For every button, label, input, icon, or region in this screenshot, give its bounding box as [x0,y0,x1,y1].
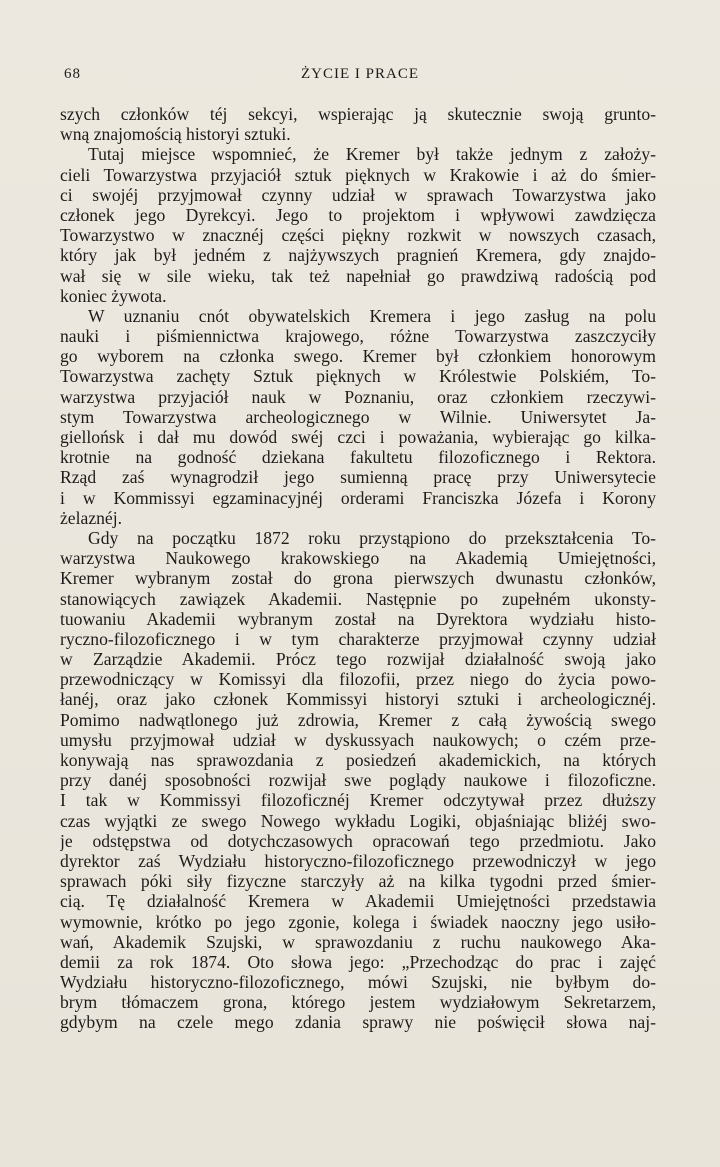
text-line: stanowiących zawiązek Akademii. Następnie po zupełném ukonsty- [60,588,656,609]
text-line: krotnie na godność dziekana fakultetu filozoficznego i Rektora. [60,447,656,468]
text-line: wał się w sile wieku, tak też napełniał go prawdziwą radością pod [60,265,656,286]
text-line: konywają nas sprawozdania z posiedzeń akademickich, na których [60,750,656,770]
text-line: Rząd zaś wynagrodził jego sumienną pracę przy Uniwersytecie [60,467,656,488]
body-text [60,104,656,1033]
text-line: gdybym na czele mego zdania sprawy nie poświęcił słowa naj- [60,1012,656,1033]
text-line: demii za rok 1874. Oto słowa jego: „Przechodząc do prac i zajęć [60,951,656,972]
text-line: tuowaniu Akademii wybranym został na Dyrektora wydziału histo- [60,608,656,629]
text-line: brym tłómaczem grona, którego jestem wydziałowym Sekretarzem, [60,992,656,1013]
text-line: umysłu przyjmował udział w dyskussyach naukowych; o czém prze- [60,729,656,750]
text-line: wymownie, krótko po jego zgonie, kolega i świadek naoczny jego usiło- [60,911,656,932]
text-line: członek jego Dyrekcyi. Jego to projektom i wpływowi zawdzięcza [60,204,656,225]
text-line: Gdy na początku 1872 roku przystąpiono do przekształcenia To- [88,527,656,548]
text-line: I tak w Kommissyi filozoficznéj Kremer odczytywał przez dłuższy [60,790,656,811]
text-line: nauki i piśmiennictwa krajowego, różne Towarzystwa zaszczyciły [60,326,656,347]
text-line: giellońsk i dał mu dowód swéj czci i poważania, wybierając go kilka- [60,427,656,447]
text-line: sprawach póki siły fizyczne starczyły aż na kilka tygodni przed śmier- [60,871,656,892]
text-line: wną znajomością historyi sztuki. [60,124,291,145]
page-number: 68 [64,66,81,82]
text-line: Towarzystwa zachęty Sztuk pięknych w Królestwie Polskiém, To- [60,366,656,387]
text-line: warzystwa przyjaciół nauk w Poznaniu, oraz członkiem rzeczywi- [60,386,656,407]
text-line: szych członków téj sekcyi, wspierając ją skutecznie swoją grunto- [60,104,656,124]
text-line: który jak był jedném z najżywszych pragnień Kremera, gdy znajdo- [60,245,656,266]
text-line: Towarzystwo w znacznéj części piękny rozkwit w nowszych czasach, [60,225,656,246]
text-line: żelaznéj. [60,507,123,528]
text-line: go wyborem na członka swego. Kremer był członkiem honorowym [60,346,656,367]
running-head [64,66,656,90]
text-line: Kremer wybranym został do grona pierwszych dwunastu członków, [60,568,656,589]
text-line: ryczno-filozoficznego i w tym charakterze przyjmował czynny udział [60,628,656,649]
text-line: i w Kommissyi egzaminacyjnéj orderami Franciszka Józefa i Korony [60,487,656,508]
text-line: stym Towarzystwa archeologicznego w Wilnie. Uniwersytet Ja- [60,406,656,427]
running-title: ŻYCIE I PRACE [301,66,419,82]
text-line: wań, Akademik Szujski, w sprawozdaniu z ruchu naukowego Aka- [60,931,656,952]
text-line: przewodniczący w Komissyi dla filozofii, przez niego do życia powo- [60,669,656,690]
text-line: Pomimo nadwątlonego już zdrowia, Kremer z całą żywością swego [60,709,656,730]
text-line: cieli Towarzystwa przyjaciół sztuk pięknych w Krakowie i aż do śmier- [60,164,656,185]
text-line: czas wyjątki ze swego Nowego wykładu Logiki, objaśniając bliżéj swo- [60,810,656,831]
text-line: je odstępstwa od dotychczasowych opracowań tego przedmiotu. Jako [60,830,656,851]
text-line: przy danéj sposobności rozwijał swe poglądy naukowe i filozoficzne. [60,770,656,791]
text-line: Tutaj miejsce wspomnieć, że Kremer był także jednym z założy- [88,144,656,165]
text-line: łanéj, oraz jako członek Kommissyi historyi sztuki i archeologicznéj. [60,689,656,710]
text-line: Wydziału historyczno-filozoficznego, mówi Szujski, nie byłbym do- [60,972,656,993]
text-line: W uznaniu cnót obywatelskich Kremera i jego zasług na polu [88,305,656,326]
text-line: dyrektor zaś Wydziału historyczno-filozoficznego przewodniczył w jego [60,850,656,871]
text-line: warzystwa Naukowego krakowskiego na Akademią Umiejętności, [60,548,656,569]
text-line: ci swojéj przyjmował czynny udział w sprawach Towarzystwa jako [60,184,656,205]
text-line: w Zarządzie Akademii. Prócz tego rozwijał działalność swoją jako [60,649,656,670]
text-line: cią. Tę działalność Kremera w Akademii Umiejętności przedstawia [60,891,656,912]
text-line: koniec żywota. [60,285,167,306]
